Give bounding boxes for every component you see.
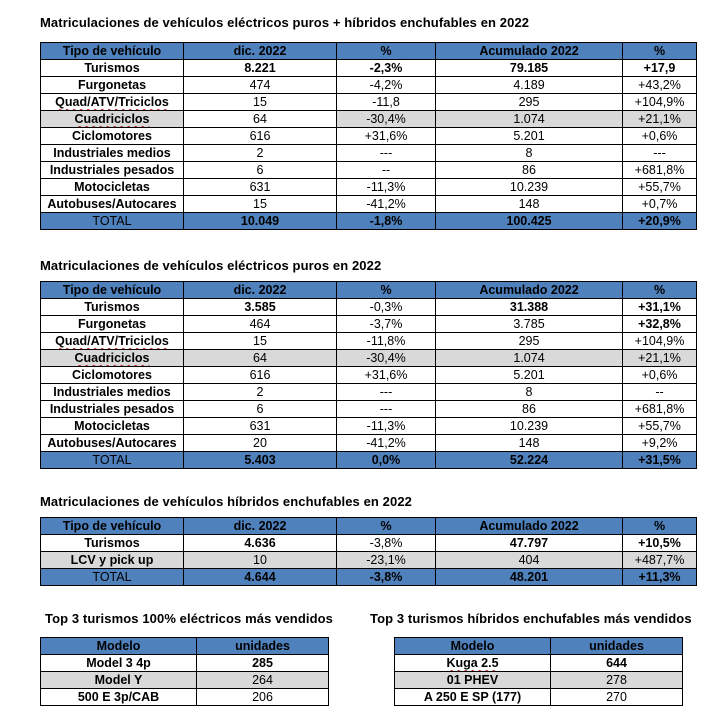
table-row bbox=[41, 145, 697, 162]
col-header-ytd-pct: % bbox=[623, 43, 697, 60]
cell-ytd-pct: +0,7% bbox=[623, 196, 697, 213]
header-row bbox=[41, 282, 697, 299]
cell-month: 15 bbox=[184, 196, 337, 213]
cell-ytd-pct: +10,5% bbox=[623, 535, 697, 552]
cell-type bbox=[41, 350, 184, 367]
cell-month: 464 bbox=[184, 316, 337, 333]
total-row bbox=[41, 569, 697, 586]
cell-ytd-pct: +55,7% bbox=[623, 179, 697, 196]
table-row bbox=[41, 367, 697, 384]
cell-month: 474 bbox=[184, 77, 337, 94]
cell-type: LCV y pick up bbox=[41, 552, 184, 569]
cell-month: 64 bbox=[184, 350, 337, 367]
header-row bbox=[41, 638, 329, 655]
cell-ytd-pct: +17,9 bbox=[623, 60, 697, 77]
cell-ytd: 5.201 bbox=[436, 367, 623, 384]
col-header-ytd: Acumulado 2022 bbox=[436, 518, 623, 535]
cell-ytd: 10.239 bbox=[436, 418, 623, 435]
cell-ytd: 48.201 bbox=[436, 569, 623, 586]
section1-table bbox=[40, 42, 697, 230]
col-header-type: Tipo de vehículo bbox=[41, 43, 184, 60]
cell-pct: -11,3% bbox=[337, 418, 436, 435]
cell-type: Industriales pesados bbox=[41, 162, 184, 179]
cell-month: 2 bbox=[184, 384, 337, 401]
table-row bbox=[41, 179, 697, 196]
cell-ytd: 52.224 bbox=[436, 452, 623, 469]
col-header-month: dic. 2022 bbox=[184, 518, 337, 535]
cell-type: Industriales pesados bbox=[41, 401, 184, 418]
cell-month: 5.403 bbox=[184, 452, 337, 469]
cell-type-text: Cuadriciclos bbox=[74, 112, 150, 126]
table-row bbox=[41, 299, 697, 316]
cell-ytd: 79.185 bbox=[436, 60, 623, 77]
cell-type: Industriales medios bbox=[41, 145, 184, 162]
cell-units: 644 bbox=[551, 655, 683, 672]
cell-pct: -11,8% bbox=[337, 333, 436, 350]
col-header-month: dic. 2022 bbox=[184, 282, 337, 299]
cell-ytd-pct: +0,6% bbox=[623, 128, 697, 145]
cell-ytd: 1.074 bbox=[436, 111, 623, 128]
cell-type-text: Quad/ATV/Triciclos bbox=[55, 95, 169, 109]
cell-pct: -30,4% bbox=[337, 111, 436, 128]
cell-pct: -23,1% bbox=[337, 552, 436, 569]
table-row bbox=[41, 435, 697, 452]
table-row bbox=[395, 672, 683, 689]
cell-month: 15 bbox=[184, 333, 337, 350]
cell-type: Furgonetas bbox=[41, 77, 184, 94]
col-header-ytd: Acumulado 2022 bbox=[436, 282, 623, 299]
table-row bbox=[41, 111, 697, 128]
cell-units: 264 bbox=[197, 672, 329, 689]
col-header-pct: % bbox=[337, 43, 436, 60]
cell-type: Motocicletas bbox=[41, 418, 184, 435]
cell-type: Turismos bbox=[41, 60, 184, 77]
cell-model: Model 3 4p bbox=[41, 655, 197, 672]
cell-ytd-pct: +487,7% bbox=[623, 552, 697, 569]
cell-month: 3.585 bbox=[184, 299, 337, 316]
cell-ytd: 295 bbox=[436, 333, 623, 350]
cell-pct: 0,0% bbox=[337, 452, 436, 469]
cell-pct: -0,3% bbox=[337, 299, 436, 316]
section2-title: Matriculaciones de vehículos eléctricos puros en 2022 bbox=[40, 258, 382, 273]
table-row bbox=[41, 689, 329, 706]
col-header-model: Modelo bbox=[395, 638, 551, 655]
cell-ytd-pct: +31,1% bbox=[623, 299, 697, 316]
table-row bbox=[395, 655, 683, 672]
cell-type: Autobuses/Autocares bbox=[41, 435, 184, 452]
cell-ytd: 8 bbox=[436, 145, 623, 162]
table-row bbox=[41, 672, 329, 689]
cell-month: 2 bbox=[184, 145, 337, 162]
cell-type: TOTAL bbox=[41, 213, 184, 230]
table-row bbox=[41, 128, 697, 145]
cell-type: Furgonetas bbox=[41, 316, 184, 333]
cell-ytd-pct: +9,2% bbox=[623, 435, 697, 452]
cell-type: Turismos bbox=[41, 535, 184, 552]
cell-pct: -11,8 bbox=[337, 94, 436, 111]
cell-type bbox=[41, 111, 184, 128]
cell-ytd: 31.388 bbox=[436, 299, 623, 316]
total-row bbox=[41, 452, 697, 469]
cell-ytd-pct: +21,1% bbox=[623, 111, 697, 128]
cell-month: 6 bbox=[184, 162, 337, 179]
cell-ytd: 4.189 bbox=[436, 77, 623, 94]
table-row bbox=[41, 350, 697, 367]
col-header-ytd: Acumulado 2022 bbox=[436, 43, 623, 60]
table-row bbox=[395, 689, 683, 706]
col-header-month: dic. 2022 bbox=[184, 43, 337, 60]
table-row bbox=[41, 384, 697, 401]
table-row bbox=[41, 655, 329, 672]
cell-pct: -2,3% bbox=[337, 60, 436, 77]
col-header-units: unidades bbox=[197, 638, 329, 655]
cell-ytd-pct: +21,1% bbox=[623, 350, 697, 367]
cell-ytd: 47.797 bbox=[436, 535, 623, 552]
cell-pct: -41,2% bbox=[337, 435, 436, 452]
cell-pct: -4,2% bbox=[337, 77, 436, 94]
cell-ytd: 86 bbox=[436, 162, 623, 179]
cell-model: 500 E 3p/CAB bbox=[41, 689, 197, 706]
cell-ytd-pct: +55,7% bbox=[623, 418, 697, 435]
section3-table bbox=[40, 517, 697, 586]
cell-pct: -30,4% bbox=[337, 350, 436, 367]
cell-ytd: 8 bbox=[436, 384, 623, 401]
cell-ytd: 295 bbox=[436, 94, 623, 111]
cell-type: Ciclomotores bbox=[41, 128, 184, 145]
cell-month: 4.644 bbox=[184, 569, 337, 586]
cell-pct: -3,8% bbox=[337, 569, 436, 586]
cell-pct: --- bbox=[337, 384, 436, 401]
header-row bbox=[395, 638, 683, 655]
cell-units: 270 bbox=[551, 689, 683, 706]
cell-pct: --- bbox=[337, 401, 436, 418]
cell-pct: -3,7% bbox=[337, 316, 436, 333]
cell-ytd: 86 bbox=[436, 401, 623, 418]
table-row bbox=[41, 196, 697, 213]
cell-model bbox=[395, 655, 551, 672]
table-row bbox=[41, 162, 697, 179]
cell-pct: -1,8% bbox=[337, 213, 436, 230]
table-row bbox=[41, 316, 697, 333]
header-row bbox=[41, 43, 697, 60]
cell-month: 64 bbox=[184, 111, 337, 128]
cell-month: 10.049 bbox=[184, 213, 337, 230]
cell-month: 6 bbox=[184, 401, 337, 418]
col-header-units: unidades bbox=[551, 638, 683, 655]
cell-model: Model Y bbox=[41, 672, 197, 689]
table-row bbox=[41, 333, 697, 350]
cell-model: A 250 E SP (177) bbox=[395, 689, 551, 706]
cell-type: Ciclomotores bbox=[41, 367, 184, 384]
cell-type bbox=[41, 94, 184, 111]
cell-ytd-pct: +681,8% bbox=[623, 401, 697, 418]
top-phev-title: Top 3 turismos híbridos enchufables más vendidos bbox=[370, 611, 692, 626]
cell-ytd-pct: --- bbox=[623, 145, 697, 162]
header-row bbox=[41, 518, 697, 535]
cell-ytd-pct: +0,6% bbox=[623, 367, 697, 384]
cell-type: Turismos bbox=[41, 299, 184, 316]
cell-type-text: Cuadriciclos bbox=[74, 351, 150, 365]
cell-ytd-pct: +43,2% bbox=[623, 77, 697, 94]
cell-ytd-pct: -- bbox=[623, 384, 697, 401]
cell-month: 616 bbox=[184, 367, 337, 384]
cell-pct: --- bbox=[337, 145, 436, 162]
cell-type-text: Quad/ATV/Triciclos bbox=[55, 334, 169, 348]
cell-month: 631 bbox=[184, 418, 337, 435]
cell-ytd-pct: +11,3% bbox=[623, 569, 697, 586]
col-header-ytd-pct: % bbox=[623, 282, 697, 299]
cell-ytd-pct: +104,9% bbox=[623, 94, 697, 111]
cell-ytd-pct: +31,5% bbox=[623, 452, 697, 469]
cell-ytd-pct: +681,8% bbox=[623, 162, 697, 179]
cell-type: Motocicletas bbox=[41, 179, 184, 196]
cell-type: TOTAL bbox=[41, 452, 184, 469]
cell-month: 8.221 bbox=[184, 60, 337, 77]
col-header-model: Modelo bbox=[41, 638, 197, 655]
cell-ytd: 100.425 bbox=[436, 213, 623, 230]
cell-model: 01 PHEV bbox=[395, 672, 551, 689]
col-header-ytd-pct: % bbox=[623, 518, 697, 535]
cell-type: TOTAL bbox=[41, 569, 184, 586]
cell-pct: +31,6% bbox=[337, 367, 436, 384]
cell-ytd: 10.239 bbox=[436, 179, 623, 196]
table-row bbox=[41, 60, 697, 77]
cell-units: 278 bbox=[551, 672, 683, 689]
cell-ytd: 148 bbox=[436, 196, 623, 213]
col-header-type: Tipo de vehículo bbox=[41, 282, 184, 299]
total-row bbox=[41, 213, 697, 230]
table-row bbox=[41, 418, 697, 435]
table-row bbox=[41, 401, 697, 418]
table-row bbox=[41, 77, 697, 94]
cell-ytd: 1.074 bbox=[436, 350, 623, 367]
cell-ytd-pct: +20,9% bbox=[623, 213, 697, 230]
table-row bbox=[41, 94, 697, 111]
cell-model-text: Kuga 2.5 bbox=[446, 656, 499, 670]
cell-ytd: 404 bbox=[436, 552, 623, 569]
cell-month: 631 bbox=[184, 179, 337, 196]
section3-title: Matriculaciones de vehículos híbridos enchufables en 2022 bbox=[40, 494, 412, 509]
cell-units: 206 bbox=[197, 689, 329, 706]
col-header-pct: % bbox=[337, 518, 436, 535]
cell-month: 4.636 bbox=[184, 535, 337, 552]
cell-ytd: 148 bbox=[436, 435, 623, 452]
cell-type: Autobuses/Autocares bbox=[41, 196, 184, 213]
cell-type: Industriales medios bbox=[41, 384, 184, 401]
cell-pct: +31,6% bbox=[337, 128, 436, 145]
cell-ytd-pct: +104,9% bbox=[623, 333, 697, 350]
col-header-type: Tipo de vehículo bbox=[41, 518, 184, 535]
cell-units: 285 bbox=[197, 655, 329, 672]
top-phev-table bbox=[394, 637, 683, 706]
top-bev-table bbox=[40, 637, 329, 706]
cell-ytd: 5.201 bbox=[436, 128, 623, 145]
cell-month: 616 bbox=[184, 128, 337, 145]
top-bev-title: Top 3 turismos 100% eléctricos más vendidos bbox=[45, 611, 333, 626]
cell-type bbox=[41, 333, 184, 350]
cell-month: 20 bbox=[184, 435, 337, 452]
col-header-pct: % bbox=[337, 282, 436, 299]
cell-pct: -41,2% bbox=[337, 196, 436, 213]
cell-month: 15 bbox=[184, 94, 337, 111]
cell-pct: -3,8% bbox=[337, 535, 436, 552]
cell-pct: -11,3% bbox=[337, 179, 436, 196]
cell-pct: -- bbox=[337, 162, 436, 179]
table-row bbox=[41, 552, 697, 569]
cell-month: 10 bbox=[184, 552, 337, 569]
table-row bbox=[41, 535, 697, 552]
cell-ytd-pct: +32,8% bbox=[623, 316, 697, 333]
section2-table bbox=[40, 281, 697, 469]
cell-ytd: 3.785 bbox=[436, 316, 623, 333]
section1-title: Matriculaciones de vehículos eléctricos puros + híbridos enchufables en 2022 bbox=[40, 15, 530, 30]
